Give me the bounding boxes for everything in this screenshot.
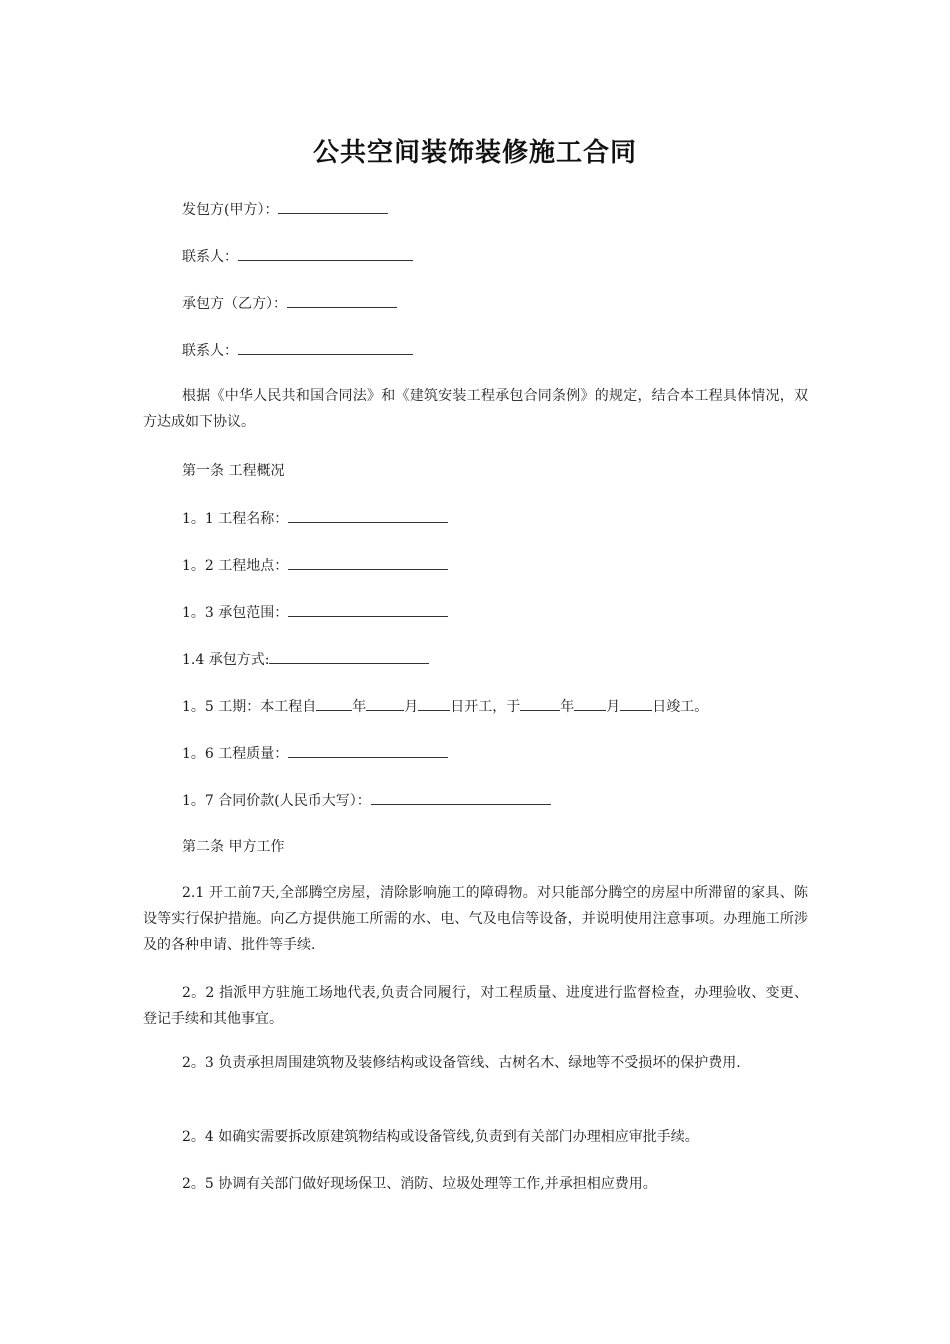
- item-2-1-paragraph: 2.1 开工前7天,全部腾空房屋，清除影响施工的障碍物。对只能部分腾空的房屋中所滞留的家具、陈设等实行保护措施。向乙方提供施工所需的水、电、气及电信等设备，并说明使用注意事项。办理施工所涉及的各种申请、批件等手续.: [143, 885, 808, 953]
- contract-price-blank[interactable]: [371, 790, 551, 805]
- contact-a-line: [182, 246, 413, 267]
- item-1-3-label: 1。3 承包范围：: [182, 605, 289, 621]
- contact-a-blank[interactable]: [238, 246, 413, 261]
- end-month-label: 月: [606, 699, 621, 715]
- contact-b-blank[interactable]: [238, 340, 413, 355]
- item-1-6-label: 1。6 工程质量：: [182, 746, 289, 762]
- item-1-7-label: 1。7 合同价款(人民币大写）：: [182, 793, 371, 809]
- item-1-4-label: 1.4 承包方式:: [182, 652, 270, 668]
- item-1-4-line: [182, 649, 429, 670]
- item-2-4-paragraph: 2。4 如确实需要拆改原建筑物结构或设备管线,负责到有关部门办理相应审批手续。: [182, 1129, 699, 1145]
- start-year-label: 年: [352, 699, 367, 715]
- item-1-1-line: [182, 508, 448, 529]
- party-a-line: [182, 199, 388, 220]
- item-1-3-line: [182, 602, 448, 623]
- end-day-blank[interactable]: [620, 696, 652, 711]
- project-location-blank[interactable]: [288, 555, 448, 570]
- quality-blank[interactable]: [288, 743, 448, 758]
- item-1-1-label: 1。1 工程名称：: [182, 511, 289, 527]
- contract-scope-blank[interactable]: [288, 602, 448, 617]
- party-b-line: [182, 293, 397, 314]
- party-b-label: 承包方（乙方）：: [182, 296, 287, 312]
- item-2-2-paragraph: 2。2 指派甲方驻施工场地代表,负责合同履行，对工程质量、进度进行监督检查，办理验收、变更、登记手续和其他事宜。: [143, 985, 808, 1027]
- item-1-6-line: [182, 743, 448, 764]
- contact-b-label: 联系人：: [182, 343, 238, 359]
- contact-a-label: 联系人：: [182, 249, 238, 265]
- end-day-label: 日竣工。: [652, 699, 709, 715]
- party-b-blank[interactable]: [287, 293, 397, 308]
- item-2-5-paragraph: 2。5 协调有关部门做好现场保卫、消防、垃圾处理等工作,并承担相应费用。: [182, 1176, 657, 1192]
- end-year-label: 年: [560, 699, 575, 715]
- party-a-label: 发包方(甲方）：: [182, 202, 279, 218]
- item-2-3-paragraph: 2。3 负责承担周围建筑物及装修结构或设备管线、古树名木、绿地等不受损坏的保护费用.: [182, 1055, 741, 1071]
- item-1-7-line: [182, 790, 551, 811]
- contact-b-line: [182, 340, 413, 361]
- document-title: 公共空间装饰装修施工合同: [312, 138, 637, 168]
- project-name-blank[interactable]: [288, 508, 448, 523]
- article-2-heading: 第二条 甲方工作: [182, 839, 285, 855]
- item-1-2-line: [182, 555, 448, 576]
- start-day-blank[interactable]: [418, 696, 450, 711]
- item-1-5-prefix: 1。5 工期：本工程自: [182, 699, 317, 715]
- article-1-heading: 第一条 工程概况: [182, 463, 285, 479]
- item-1-2-label: 1。2 工程地点：: [182, 558, 289, 574]
- item-1-5-line: [182, 696, 708, 717]
- contract-method-blank[interactable]: [269, 649, 429, 664]
- intro-paragraph: 根据《中华人民共和国合同法》和《建筑安装工程承包合同条例》的规定，结合本工程具体情况，双方达成如下协议。: [143, 388, 808, 430]
- start-year-blank[interactable]: [316, 696, 352, 711]
- end-month-blank[interactable]: [574, 696, 606, 711]
- end-year-blank[interactable]: [520, 696, 560, 711]
- start-day-label: 日开工，于: [450, 699, 521, 715]
- start-month-label: 月: [404, 699, 419, 715]
- start-month-blank[interactable]: [366, 696, 404, 711]
- party-a-blank[interactable]: [278, 199, 388, 214]
